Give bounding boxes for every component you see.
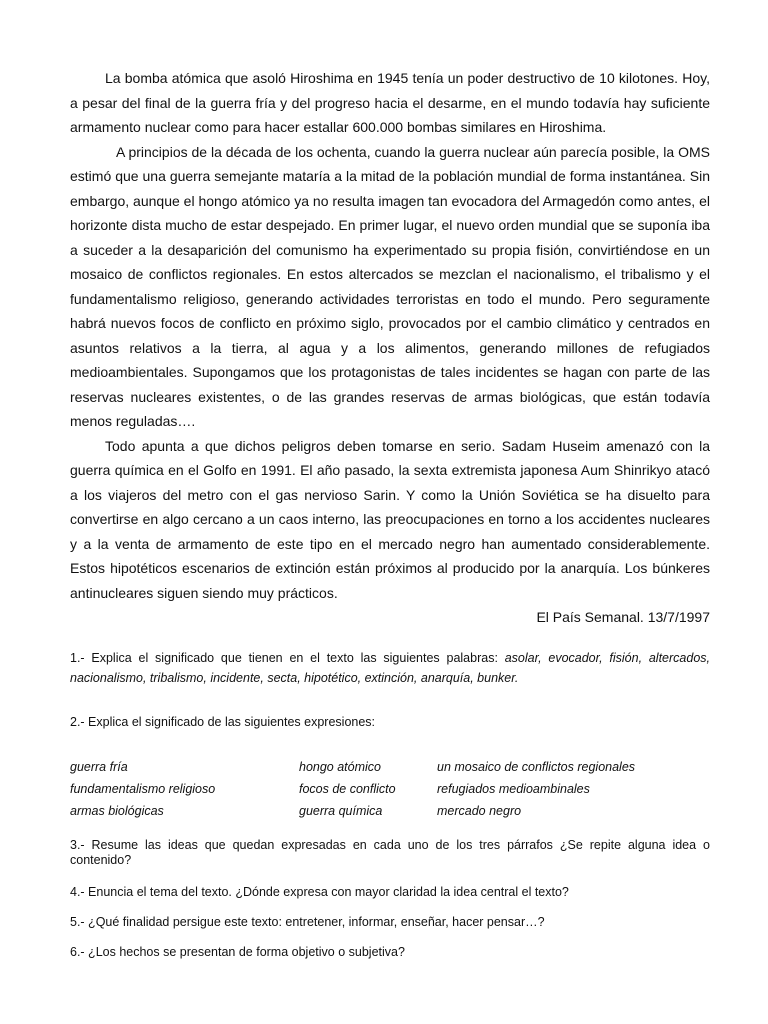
question-1-text: 1.- Explica el significado que tienen en el texto las siguientes palabras:: [70, 651, 505, 665]
question-2: 2.- Explica el significado de las siguientes expresiones:: [70, 715, 376, 729]
expression: focos de conflicto: [299, 782, 396, 796]
expressions-grid: [70, 756, 710, 822]
article-source: El País Semanal. 13/7/1997: [536, 609, 710, 625]
question-1: [70, 648, 710, 688]
expression: guerra química: [299, 804, 383, 818]
expression: armas biológicas: [70, 804, 164, 818]
article-paragraph-1: La bomba atómica que asoló Hiroshima en 1945 tenía un poder destructivo de 10 kilotones. Hoy, a pesar del final de la guerra fría y del progreso hacia el desarme, en el mundo todavía hay suficiente armamento nuclear como para hacer estallar 600.000 bombas similares en Hiroshima.: [70, 70, 710, 135]
article-text: [70, 66, 710, 630]
article-paragraph-3: Todo apunta a que dichos peligros deben tomarse en serio. Sadam Huseim amenazó con la guerra química en el Golfo en 1991. El año pasado, la sexta extremista japonesa Aum Shinrikyo atacó a los viajeros del metro con el gas nervioso Sarin. Y como la Unión Soviética se ha disuelto para convertirse en algo cercano a un caos interno, las preocupaciones en torno a los accidentes nucleares y a la venta de armamento de este tipo en el mercado negro han aumentado considerablemente. Estos hipotéticos escenarios de extinción están próximos al producido por la anarquía. Los búnkeres antinucleares siguen siendo muy prácticos.: [70, 437, 710, 601]
expression: fundamentalismo religioso: [70, 782, 216, 796]
expression: mercado negro: [437, 804, 522, 818]
expression: hongo atómico: [299, 760, 382, 774]
expression: refugiados medioambinales: [437, 782, 590, 796]
question-1-words: asolar, evocador, fisión, altercados, nacionalismo, tribalismo, incidente, secta, hipotético, extinción, anarquía, bunker.: [70, 651, 710, 685]
question-3: 3.- Resume las ideas que quedan expresadas en cada uno de los tres párrafos ¿Se repite alguna idea o contenido?: [70, 838, 710, 867]
article-paragraph-2: A principios de la década de los ochenta, cuando la guerra nuclear aún parecía posible, la OMS estimó que una guerra semejante mataría a la mitad de la población mundial de forma instantánea. Sin embargo, aunque el hongo atómico ya no resulta imagen tan evocadora del Armagedón como antes, el horizonte dista mucho de estar despejado. En primer lugar, el nuevo orden mundial que se suponía iba a suceder a la desaparición del comunismo ha experimentado su propia fisión, convirtiéndose en un mosaico de conflictos regionales. En estos altercados se mezclan el nacionalismo, el tribalismo y el fundamentalismo religioso, generando actividades terroristas en todo el mundo. Pero seguramente habrá nuevos focos de conflicto en próximo siglo, provocados por el cambio climático y centrados en asuntos relativos a la tierra, al agua y a los alimentos, generando millones de refugiados medioambientales. Supongamos que los protagonistas de tales incidentes se hagan con parte de las reservas nucleares existentes, o de las grandes reservas de armas biológicas, que están todavía menos reguladas….: [70, 143, 710, 429]
question-6: 6.- ¿Los hechos se presentan de forma objetivo o subjetiva?: [70, 945, 405, 959]
expression: un mosaico de conflictos regionales: [437, 760, 636, 774]
question-4: 4.- Enuncia el tema del texto. ¿Dónde expresa con mayor claridad la idea central el texto?: [70, 885, 569, 899]
question-5: 5.- ¿Qué finalidad persigue este texto: entretener, informar, enseñar, hacer pensar…?: [70, 915, 545, 929]
expression: guerra fría: [70, 760, 128, 774]
